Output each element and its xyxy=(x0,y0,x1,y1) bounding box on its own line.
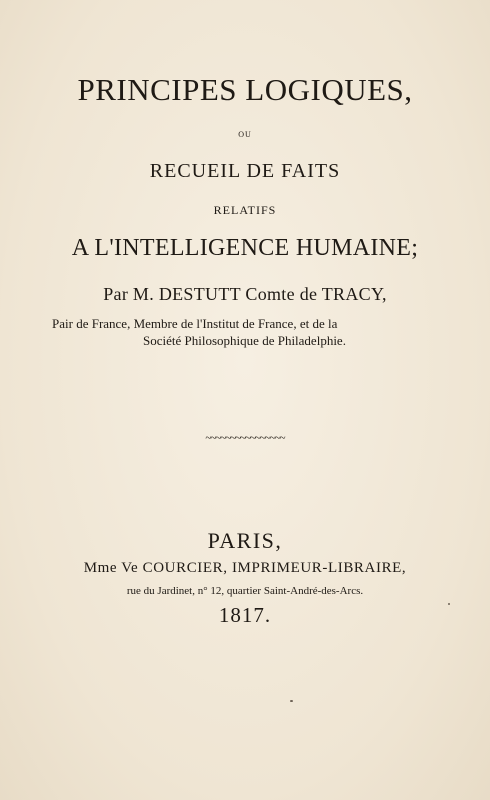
paper-speck xyxy=(448,603,450,605)
imprint-city: PARIS, xyxy=(207,528,283,553)
paper-speck xyxy=(290,700,293,702)
author-line: Par M. DESTUTT Comte de TRACY, xyxy=(103,284,387,304)
book-subtitle: RECUEIL DE FAITS xyxy=(149,160,341,182)
ornamental-divider: ~~~~~~~~~~~~~~~~ xyxy=(205,432,285,444)
book-title: PRINCIPES LOGIQUES, xyxy=(77,72,413,107)
author-affiliation-2: Société Philosophique de Philadelphie. xyxy=(143,333,346,348)
conjunction-ou: ou xyxy=(238,126,252,140)
author-affiliation-1: Pair de France, Membre de l'Institut de France, et de la xyxy=(52,316,338,331)
imprint-address: rue du Jardinet, n° 12, quartier Saint-André-des-Arcs. xyxy=(126,585,364,597)
imprint-year: 1817. xyxy=(218,603,272,627)
imprint-printer: Mme Ve COURCIER, IMPRIMEUR-LIBRAIRE, xyxy=(83,560,407,576)
book-subject: A L'INTELLIGENCE HUMAINE; xyxy=(71,235,419,261)
relatifs-line: RELATIFS xyxy=(213,203,277,217)
